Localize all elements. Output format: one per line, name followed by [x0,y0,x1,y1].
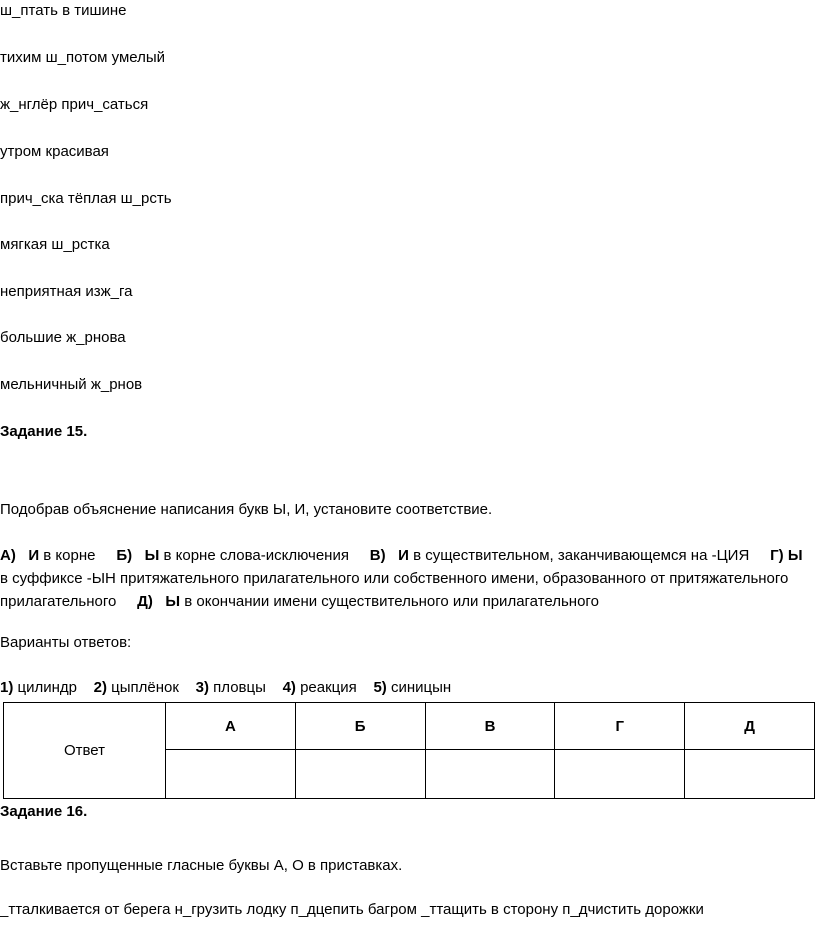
variant-1-number: 1) [0,679,14,696]
option-v-letter: И [398,547,409,564]
answer-header-v: В [425,703,555,750]
option-g-key: Г) [770,547,784,564]
word-line: ж_нглёр прич_саться [0,96,149,113]
answer-header-d: Д [685,703,815,750]
word-line: неприятная изж_га [0,283,133,300]
answer-cell-d[interactable] [685,750,815,799]
variant-3-word: пловцы [208,679,266,696]
task15-title: Задание 15. [0,423,88,440]
answer-row-label: Ответ [4,703,166,799]
word-line: мягкая ш_рстка [0,236,110,253]
answer-header-b: Б [295,703,425,750]
variant-4-number: 4) [282,679,296,696]
option-a-key: А) [0,547,16,564]
option-g-text: в суффиксе -ЫН притяжательного прилагательного или собственного имени, образованного от притяжательного прилагательного [0,570,789,610]
answer-cell-g[interactable] [555,750,685,799]
answer-table [3,702,815,799]
variant-5-number: 5) [373,679,387,696]
task15-instruction: Подобрав объяснение написания букв Ы, И, установите соответствие. [0,501,493,518]
option-g-letter: Ы [787,547,803,564]
option-v-text: в существительном, заканчивающемся на -ЦИЯ [408,547,750,564]
option-d-text: в окончании имени существительного или прилагательного [180,593,599,610]
task16-title: Задание 16. [0,803,88,820]
word-line: большие ж_рнова [0,329,126,346]
variants-label: Варианты ответов: [0,634,132,651]
answer-cell-v[interactable] [425,750,555,799]
task15-options [0,544,812,613]
task16-sentence: _тталкивается от берега н_грузить лодку п_дцепить багром _ттащить в сторону п_дчистить дорожки [0,901,704,918]
task16-instruction: Вставьте пропущенные гласные буквы А, О в приставках. [0,857,403,874]
answer-header-g: Г [555,703,685,750]
word-line: утром красивая [0,143,109,160]
option-d-letter: Ы [165,593,181,610]
variant-2-word: цыплёнок [107,679,179,696]
answer-cell-b[interactable] [295,750,425,799]
word-line: прич_ска тёплая ш_рсть [0,190,172,207]
variants-list [0,679,451,697]
option-a-letter: И [28,547,40,564]
answer-header-a: А [166,703,296,750]
option-b-text: в корне слова-исключения [159,547,349,564]
word-line: ш_птать в тишине [0,2,127,19]
option-a-text: в корне [39,547,96,564]
variant-4-word: реакция [295,679,357,696]
option-d-key: Д) [137,593,153,610]
option-b-key: Б) [116,547,133,564]
option-b-letter: Ы [144,547,160,564]
variant-3-number: 3) [195,679,209,696]
variant-5-word: синицын [386,679,452,696]
option-v-key: В) [369,547,386,564]
answer-cell-a[interactable] [166,750,296,799]
word-line: тихим ш_потом умелый [0,49,166,66]
table-row [4,703,815,750]
variant-2-number: 2) [93,679,108,696]
variant-1-word: цилиндр [13,679,77,696]
word-line: мельничный ж_рнов [0,376,143,393]
